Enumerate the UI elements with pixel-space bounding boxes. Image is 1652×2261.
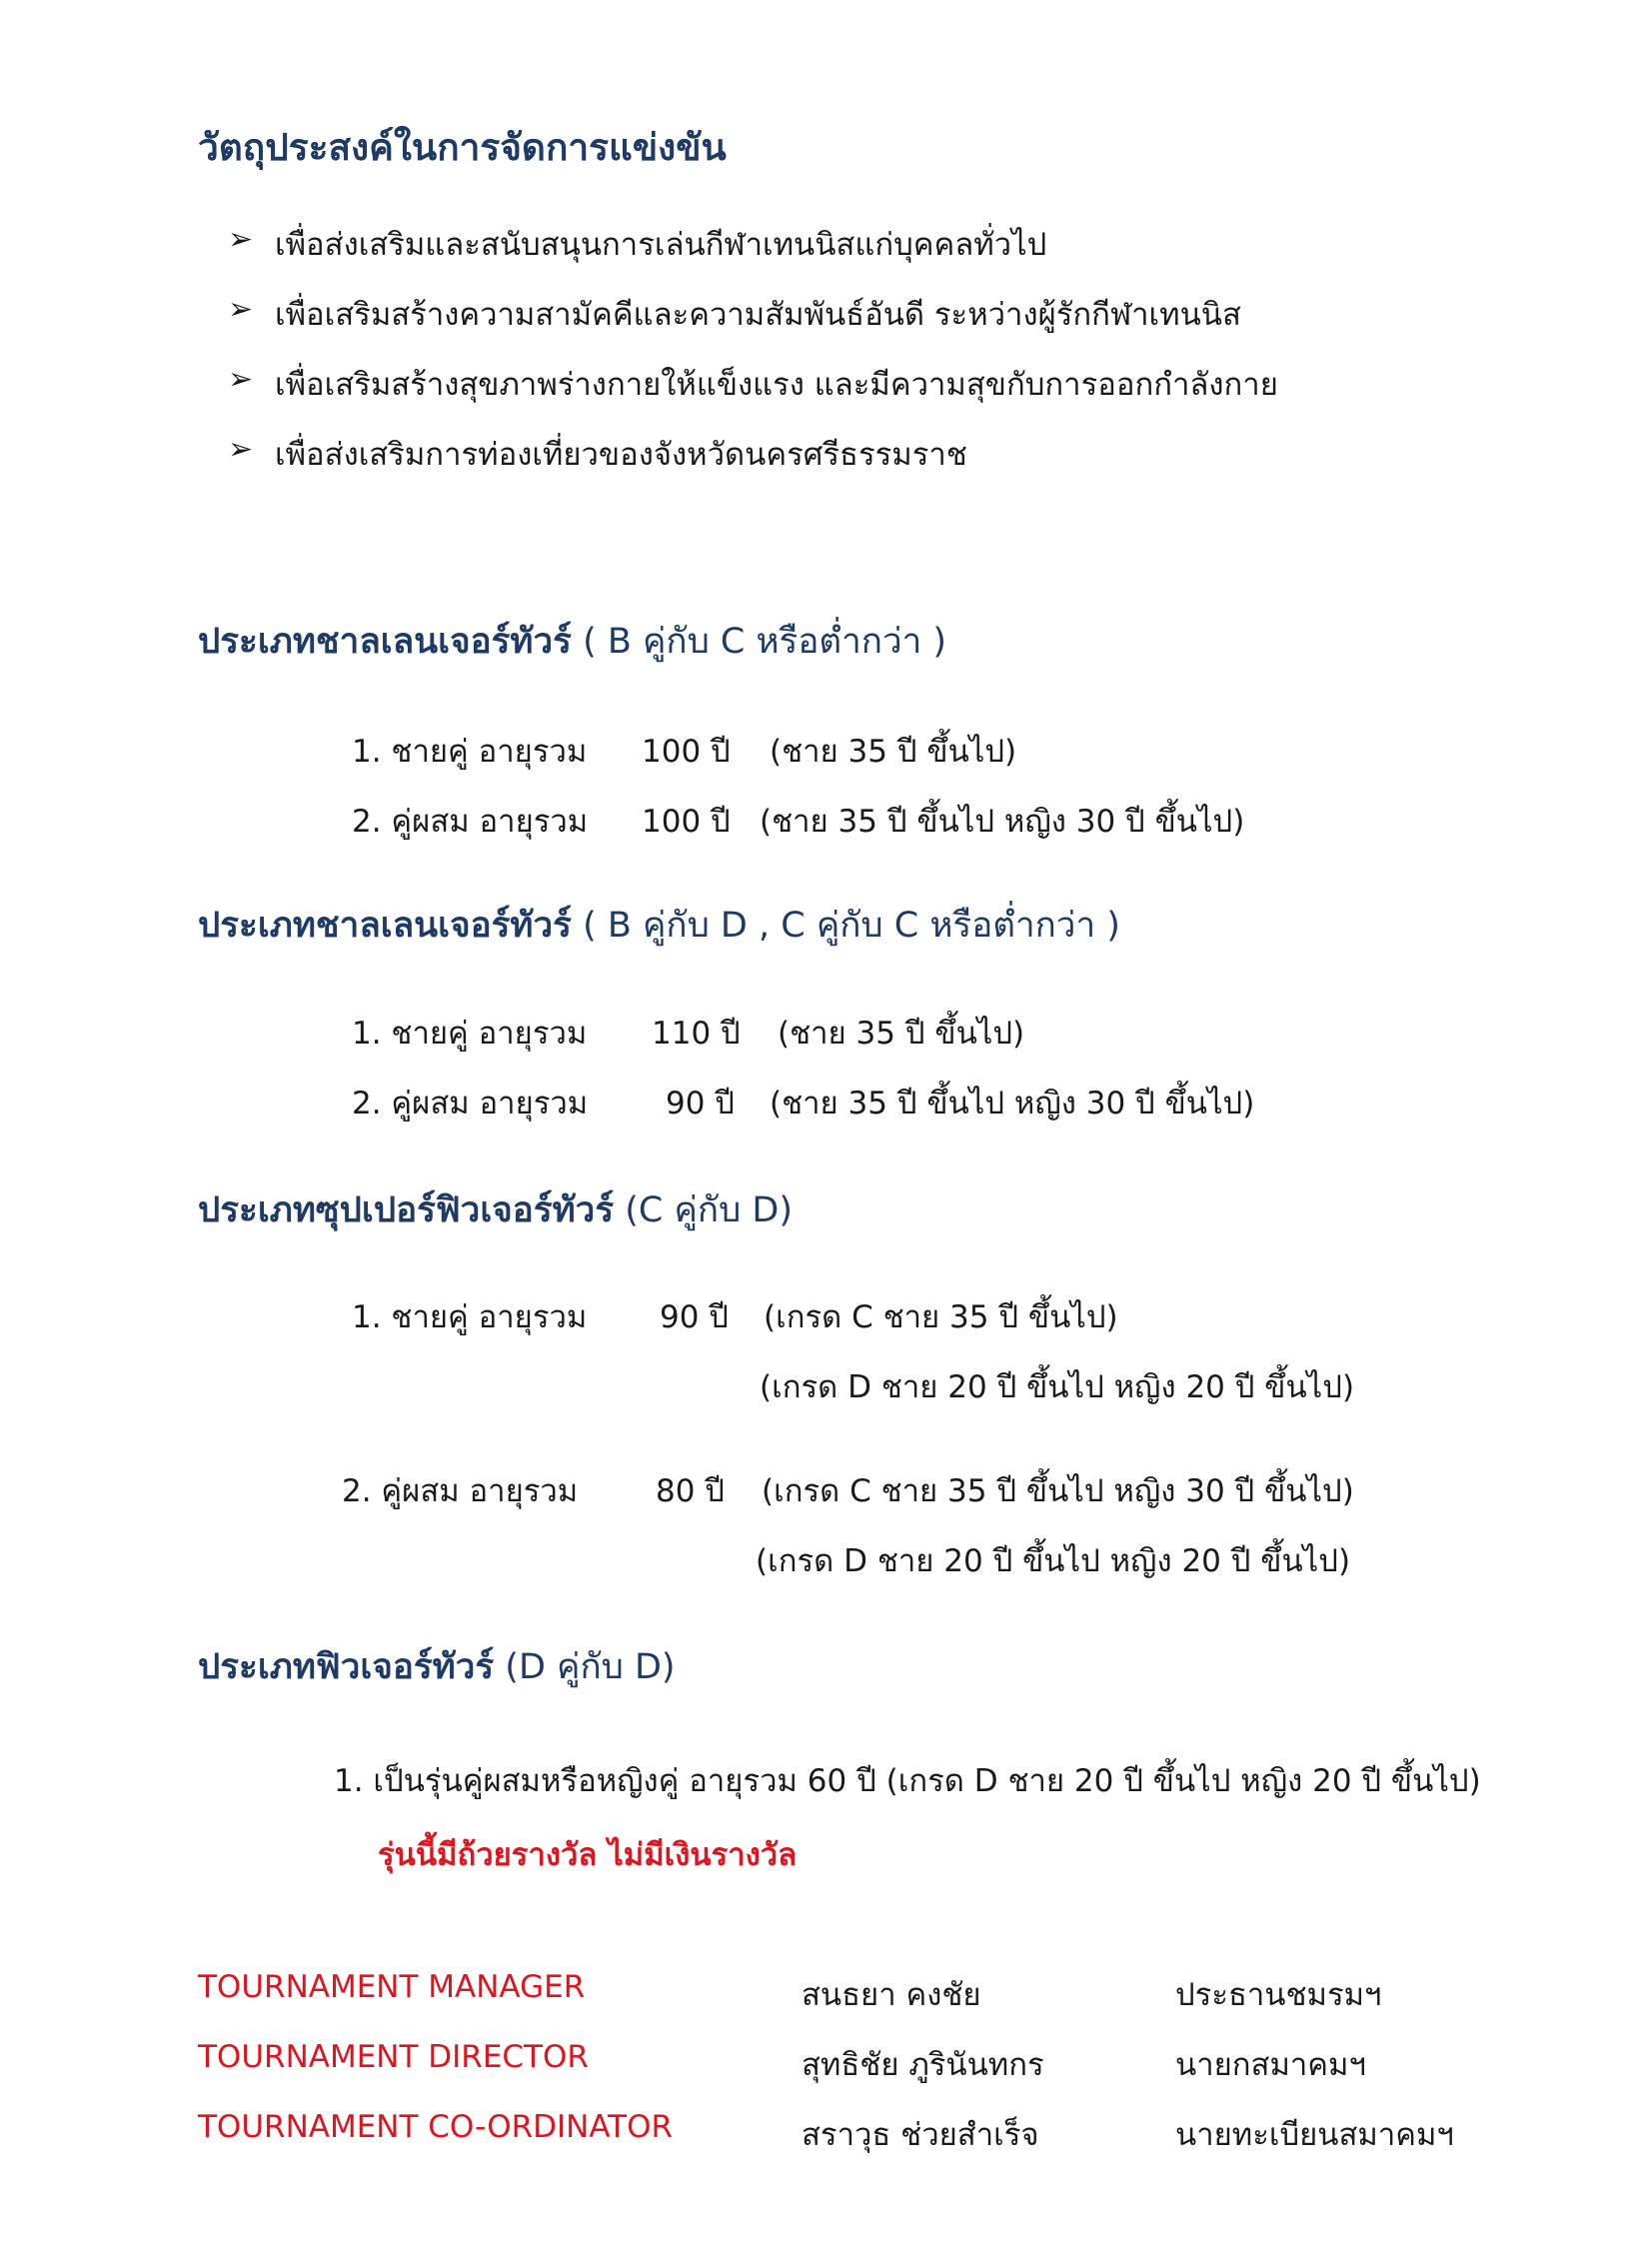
staff-role: TOURNAMENT DIRECTOR [198,2039,589,2075]
staff-role: TOURNAMENT MANAGER [198,1969,586,2005]
staff-position: นายกสมาคมฯ [1175,2047,1366,2083]
category-label: 1. ชายคู่ อายุรวม [352,1299,588,1335]
objectives-title: วัตถุประสงค์ในการจัดการแข่งขัน [198,126,727,169]
category-condition: (เกรด C ชาย 35 ปี ขึ้นไป) [764,1299,1118,1335]
section-title-grade: ( B คู่กับ D , C คู่กับ C หรือต่ำกว่า ) [571,906,1120,946]
section-title-grade: (D คู่กับ D) [494,1647,676,1687]
section-title [198,614,946,669]
arrow-bullet-icon: ➢ [228,432,254,467]
category-label: 1. ชายคู่ อายุรวม [352,1016,588,1052]
category-condition: (ชาย 35 ปี ขึ้นไป) [778,1016,1025,1052]
section-title-grade: (C คู่กับ D) [614,1190,794,1230]
section-title-main: ประเภทซุปเปอร์ฟิวเจอร์ทัวร์ [198,1190,615,1230]
category-condition: (ชาย 35 ปี ขึ้นไป หญิง 30 ปี ขึ้นไป) [760,804,1245,840]
category-label: 2. คู่ผสม อายุรวม [342,1473,579,1509]
staff-name: สุทธิชัย ภูรินันทกร [802,2047,1044,2083]
arrow-bullet-icon: ➢ [228,222,254,257]
objective-item: เพื่อส่งเสริมการท่องเที่ยวของจังหวัดนครศรีธรรมราช [275,437,967,473]
category-condition: (เกรด C ชาย 35 ปี ขึ้นไป หญิง 30 ปี ขึ้นไป) [762,1473,1354,1509]
objective-item: เพื่อส่งเสริมและสนับสนุนการเล่นกีฬาเทนนิสแก่บุคคลทั่วไป [275,227,1047,263]
objective-item: เพื่อเสริมสร้างความสามัคคีและความสัมพันธ์อันดี ระหว่างผู้รักกีฬาเทนนิส [275,297,1241,333]
arrow-bullet-icon: ➢ [228,292,254,327]
arrow-bullet-icon: ➢ [228,362,254,397]
category-age: 100 ปี [642,734,731,770]
section-title [198,898,1120,953]
category-age: 80 ปี [656,1473,725,1509]
staff-position: ประธานชมรมฯ [1175,1977,1382,2013]
section-title-main: ประเภทชาลเลนเจอร์ทัวร์ [198,906,572,946]
category-age: 100 ปี [642,804,731,840]
section-title-grade: ( B คู่กับ C หรือต่ำกว่า ) [571,622,947,662]
staff-position: นายทะเบียนสมาคมฯ [1175,2117,1454,2153]
objective-item: เพื่อเสริมสร้างสุขภาพร่างกายให้แข็งแรง และมีความสุขกับการออกกำลังกาย [275,367,1278,403]
category-condition-2: (เกรด D ชาย 20 ปี ขึ้นไป หญิง 20 ปี ขึ้นไป) [760,1369,1355,1405]
staff-name: สนธยา คงชัย [802,1977,981,2013]
category-condition: (ชาย 35 ปี ขึ้นไป หญิง 30 ปี ขึ้นไป) [770,1086,1255,1122]
category-age: 90 ปี [660,1299,729,1335]
category-age: 110 ปี [652,1016,741,1052]
staff-name: สราวุธ ช่วยสำเร็จ [802,2117,1039,2153]
prize-note: รุ่นนี้มีถ้วยรางวัล ไม่มีเงินรางวัล [378,1837,798,1873]
section-title [198,1639,676,1694]
category-condition-2: (เกรด D ชาย 20 ปี ขึ้นไป หญิง 20 ปี ขึ้นไป) [756,1543,1351,1579]
category-label: 1. ชายคู่ อายุรวม [352,734,588,770]
section-title-main: ประเภทฟิวเจอร์ทัวร์ [198,1647,495,1687]
category-condition: (ชาย 35 ปี ขึ้นไป) [770,734,1017,770]
section-title-main: ประเภทชาลเลนเจอร์ทัวร์ [198,622,572,662]
category-label: 2. คู่ผสม อายุรวม [352,1086,589,1122]
category-description: 1. เป็นรุ่นคู่ผสมหรือหญิงคู่ อายุรวม 60 ปี (เกรด D ชาย 20 ปี ขึ้นไป หญิง 20 ปี ขึ้นไป) [334,1763,1481,1799]
category-age: 90 ปี [666,1086,735,1122]
section-title [198,1182,793,1237]
staff-role: TOURNAMENT CO-ORDINATOR [198,2109,674,2145]
category-label: 2. คู่ผสม อายุรวม [352,804,589,840]
